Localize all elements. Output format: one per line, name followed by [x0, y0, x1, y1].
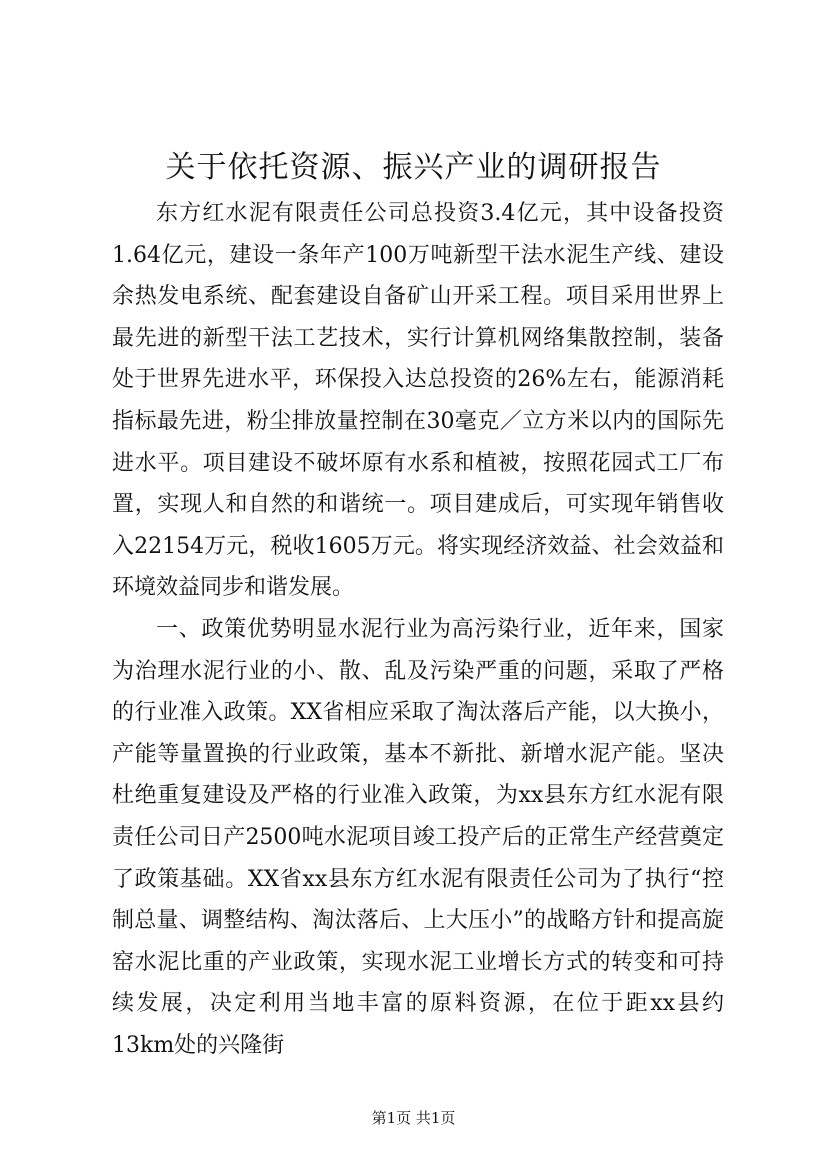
- document-body: [112, 193, 724, 1066]
- page-footer: 第1页 共1页: [371, 1109, 456, 1127]
- paragraph-policy-advantage: 一、政策优势明显水泥行业为高污染行业，近年来，国家为治理水泥行业的小、散、乱及污染严重的问题，采取了严格的行业准入政策。XX省相应采取了淘汰落后产能，以大换小，产能等量置换的行业政策，基本不新批、新增水泥产能。坚决杜绝重复建设及严格的行业准入政策，为xx县东方红水泥有限责任公司日产2500吨水泥项目竣工投产后的正常生产经营奠定了政策基础。XX省xx县东方红水泥有限责任公司为了执行“控制总量、调整结构、淘汰落后、上大压小”的战略方针和提高旋窑水泥比重的产业政策，实现水泥工业增长方式的转变和可持续发展，决定利用当地丰富的原料资源，在位于距xx县约13km处的兴隆街: [112, 616, 724, 1058]
- document-title: 关于依托资源、振兴产业的调研报告: [165, 150, 662, 185]
- paragraph-project-overview: 东方红水泥有限责任公司总投资3.4亿元，其中设备投资1.64亿元，建设一条年产100万吨新型干法水泥生产线、建设余热发电系统、配套建设自备矿山开采工程。项目采用世界上最先进的新型干法工艺技术，实行计算机网络集散控制，装备处于世界先进水平，环保投入达总投资的26%左右，能源消耗指标最先进，粉尘排放量控制在30毫克／立方米以内的国际先进水平。项目建设不破坏原有水系和植被，按照花园式工厂布置，实现人和自然的和谐统一。项目建成后，可实现年销售收入22154万元，税收1605万元。将实现经济效益、社会效益和环境效益同步和谐发展。: [112, 201, 724, 601]
